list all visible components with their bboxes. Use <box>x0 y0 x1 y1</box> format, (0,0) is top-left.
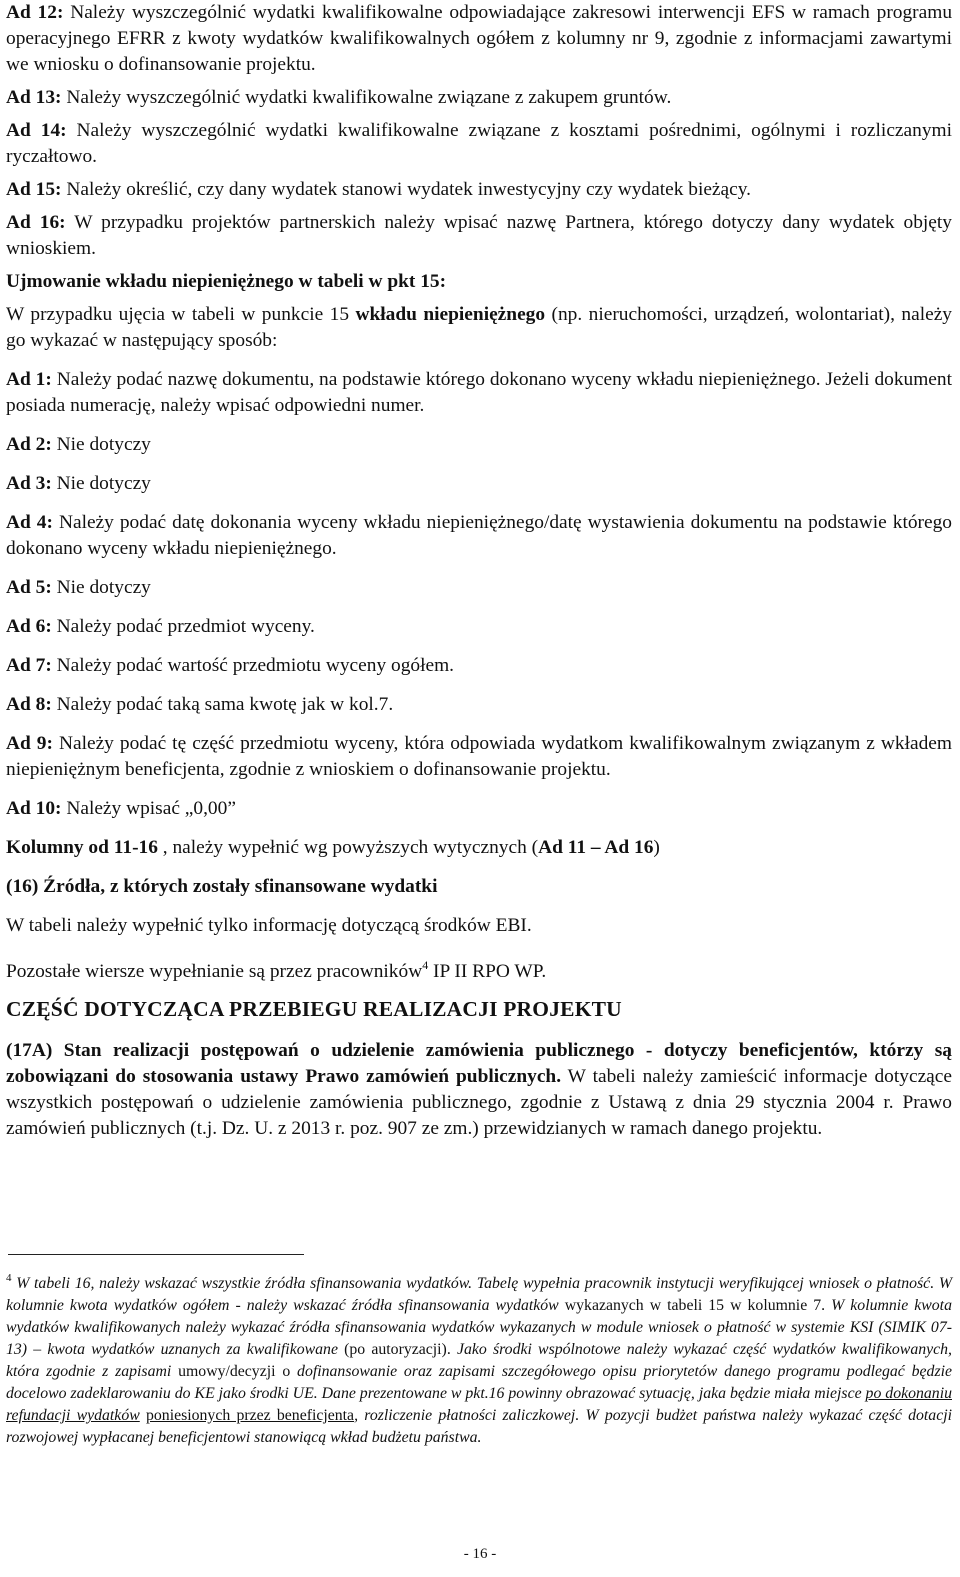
paragraph-w5: Ad 5: Nie dotyczy <box>6 577 151 598</box>
paragraph-w9: Ad 9: Należy podać tę część przedmiotu wyceny, która odpowiada wydatkom kwalifikowalnym związanym z wkładem niepieniężnym beneficjenta, zgodnie z wnioskiem o dofinansowanie projektu. <box>6 733 952 780</box>
paragraph-kolumny: Kolumny od 11-16 , należy wypełnić wg powyższych wytycznych (Ad 11 – Ad 16) <box>6 837 660 858</box>
paragraph-w8: Ad 8: Należy podać taką sama kwotę jak w kol.7. <box>6 694 394 715</box>
paragraph-w4: Ad 4: Należy podać datę dokonania wyceny wkładu niepieniężnego/datę wystawienia dokumentu na podstawie którego dokonano wyceny wkładu niepieniężnego. <box>6 512 952 559</box>
paragraph-ad15: Ad 15: Należy określić, czy dany wydatek stanowi wydatek inwestycyjny czy wydatek bieżący. <box>6 179 752 200</box>
footnote-reference: 4 <box>422 958 429 972</box>
section-title-zrodla: (16) Źródła, z których zostały sfinansowane wydatki <box>6 876 438 897</box>
footnote-number: 4 <box>6 1272 12 1284</box>
paragraph-w7: Ad 7: Należy podać wartość przedmiotu wyceny ogółem. <box>6 655 455 676</box>
paragraph-pozostale: Pozostałe wiersze wypełnianie są przez pracowników$^4$ IP II RPO WP. <box>6 958 547 982</box>
footnote: $^4$ W tabeli 16, należy wskazać wszystkie źródła sfinansowania wydatków. Tabelę wypełnia pracownik instytucji weryfikującej wniosek o płatność. W kolumnie kwota wydatków ogółem - należy wskazać źródła sfinansowania wydatków wykazanych w tabeli 15 w kolumnie 7. W kolumnie kwota wydatków kwalifikowanych należy wykazać źródła sfinansowania wydatków wykazanych w module wniosek o płatność w systemie KSI (SIMIK 07-13) – kwota wydatków uznanych za kwalifikowane (po autoryzacji). Jako środki wspólnotowe należy wykazać część wydatków kwalifikowanych, która zgodnie z zapisami umowy/decyzji o dofinansowanie oraz zapisami szczegółowego opisu priorytetów danego programu podlegać będzie docelowo zadeklarowaniu do KE jako środki UE. Dane prezentowane w pkt.16 powinny obrazować sytuację, jaka będzie miała miejsce po dokonaniu refundacji wydatków poniesionych przez beneficjenta, rozliczenie płatności zaliczkowej. W pozycji budżet państwa należy wykazać część dotacji rozwojowej wypłacanej beneficjentowi stanowiącą wkład budżetu państwa. <box>6 1272 952 1446</box>
paragraph-ad12: Ad 12: Należy wyszczególnić wydatki kwalifikowalne odpowiadające zakresowi interwencji EFS w ramach programu operacyjnego EFRR z kwoty wydatków kwalifikowalnych ogółem z kolumny nr 9, zgodnie z informacjami zawartymi we wniosku o dofinansowanie projektu. <box>6 2 953 75</box>
paragraph-ad13: Ad 13: Należy wyszczególnić wydatki kwalifikowalne związane z zakupem gruntów. <box>6 87 672 108</box>
paragraph-w1: Ad 1: Należy podać nazwę dokumentu, na podstawie którego dokonano wyceny wkładu niepieniężnego. Jeżeli dokument posiada numerację, należy wpisać odpowiedni numer. <box>6 369 952 416</box>
section-heading: CZĘŚĆ DOTYCZĄCA PRZEBIEGU REALIZACJI PROJEKTU <box>6 997 622 1021</box>
paragraph-w10: Ad 10: Należy wpisać „0,00” <box>6 798 236 819</box>
paragraph-zrodla: W tabeli należy wypełnić tylko informację dotyczącą środków EBI. <box>6 915 532 936</box>
paragraph-ujmowanie: W przypadku ujęcia w tabeli w punkcie 15 wkładu niepieniężnego (np. nieruchomości, urządzeń, wolontariat), należy go wykazać w następujący sposób: <box>6 304 953 351</box>
footnote-separator <box>8 1254 304 1255</box>
page-number: - 16 - <box>463 1546 497 1562</box>
paragraph-ad14: Ad 14: Należy wyszczególnić wydatki kwalifikowalne związane z kosztami pośrednimi, ogólnymi i rozliczanymi ryczałtowo. <box>6 120 952 167</box>
paragraph-ad16: Ad 16: W przypadku projektów partnerskich należy wpisać nazwę Partnera, którego dotyczy dany wydatek objęty wnioskiem. <box>6 212 952 259</box>
document-page <box>6 0 952 1142</box>
paragraph-w3: Ad 3: Nie dotyczy <box>6 473 151 494</box>
paragraph-w2: Ad 2: Nie dotyczy <box>6 434 151 455</box>
paragraph-17a: (17A) Stan realizacji postępowań o udzielenie zamówienia publicznego - dotyczy beneficjentów, którzy są zobowiązani do stosowania ustawy Prawo zamówień publicznych. W tabeli należy zamieścić informacje dotyczące wszystkich postępowań o udzielenie zamówienia publicznego, zgodnie z Ustawą z dnia 29 stycznia 2004 r. Prawo zamówień publicznych (t.j. Dz. U. z 2013 r. poz. 907 ze zm.) przewidzianych w ramach danego projektu. <box>6 1040 952 1139</box>
section-title-ujmowanie: Ujmowanie wkładu niepieniężnego w tabeli w pkt 15: <box>6 271 447 292</box>
paragraph-w6: Ad 6: Należy podać przedmiot wyceny. <box>6 616 315 637</box>
